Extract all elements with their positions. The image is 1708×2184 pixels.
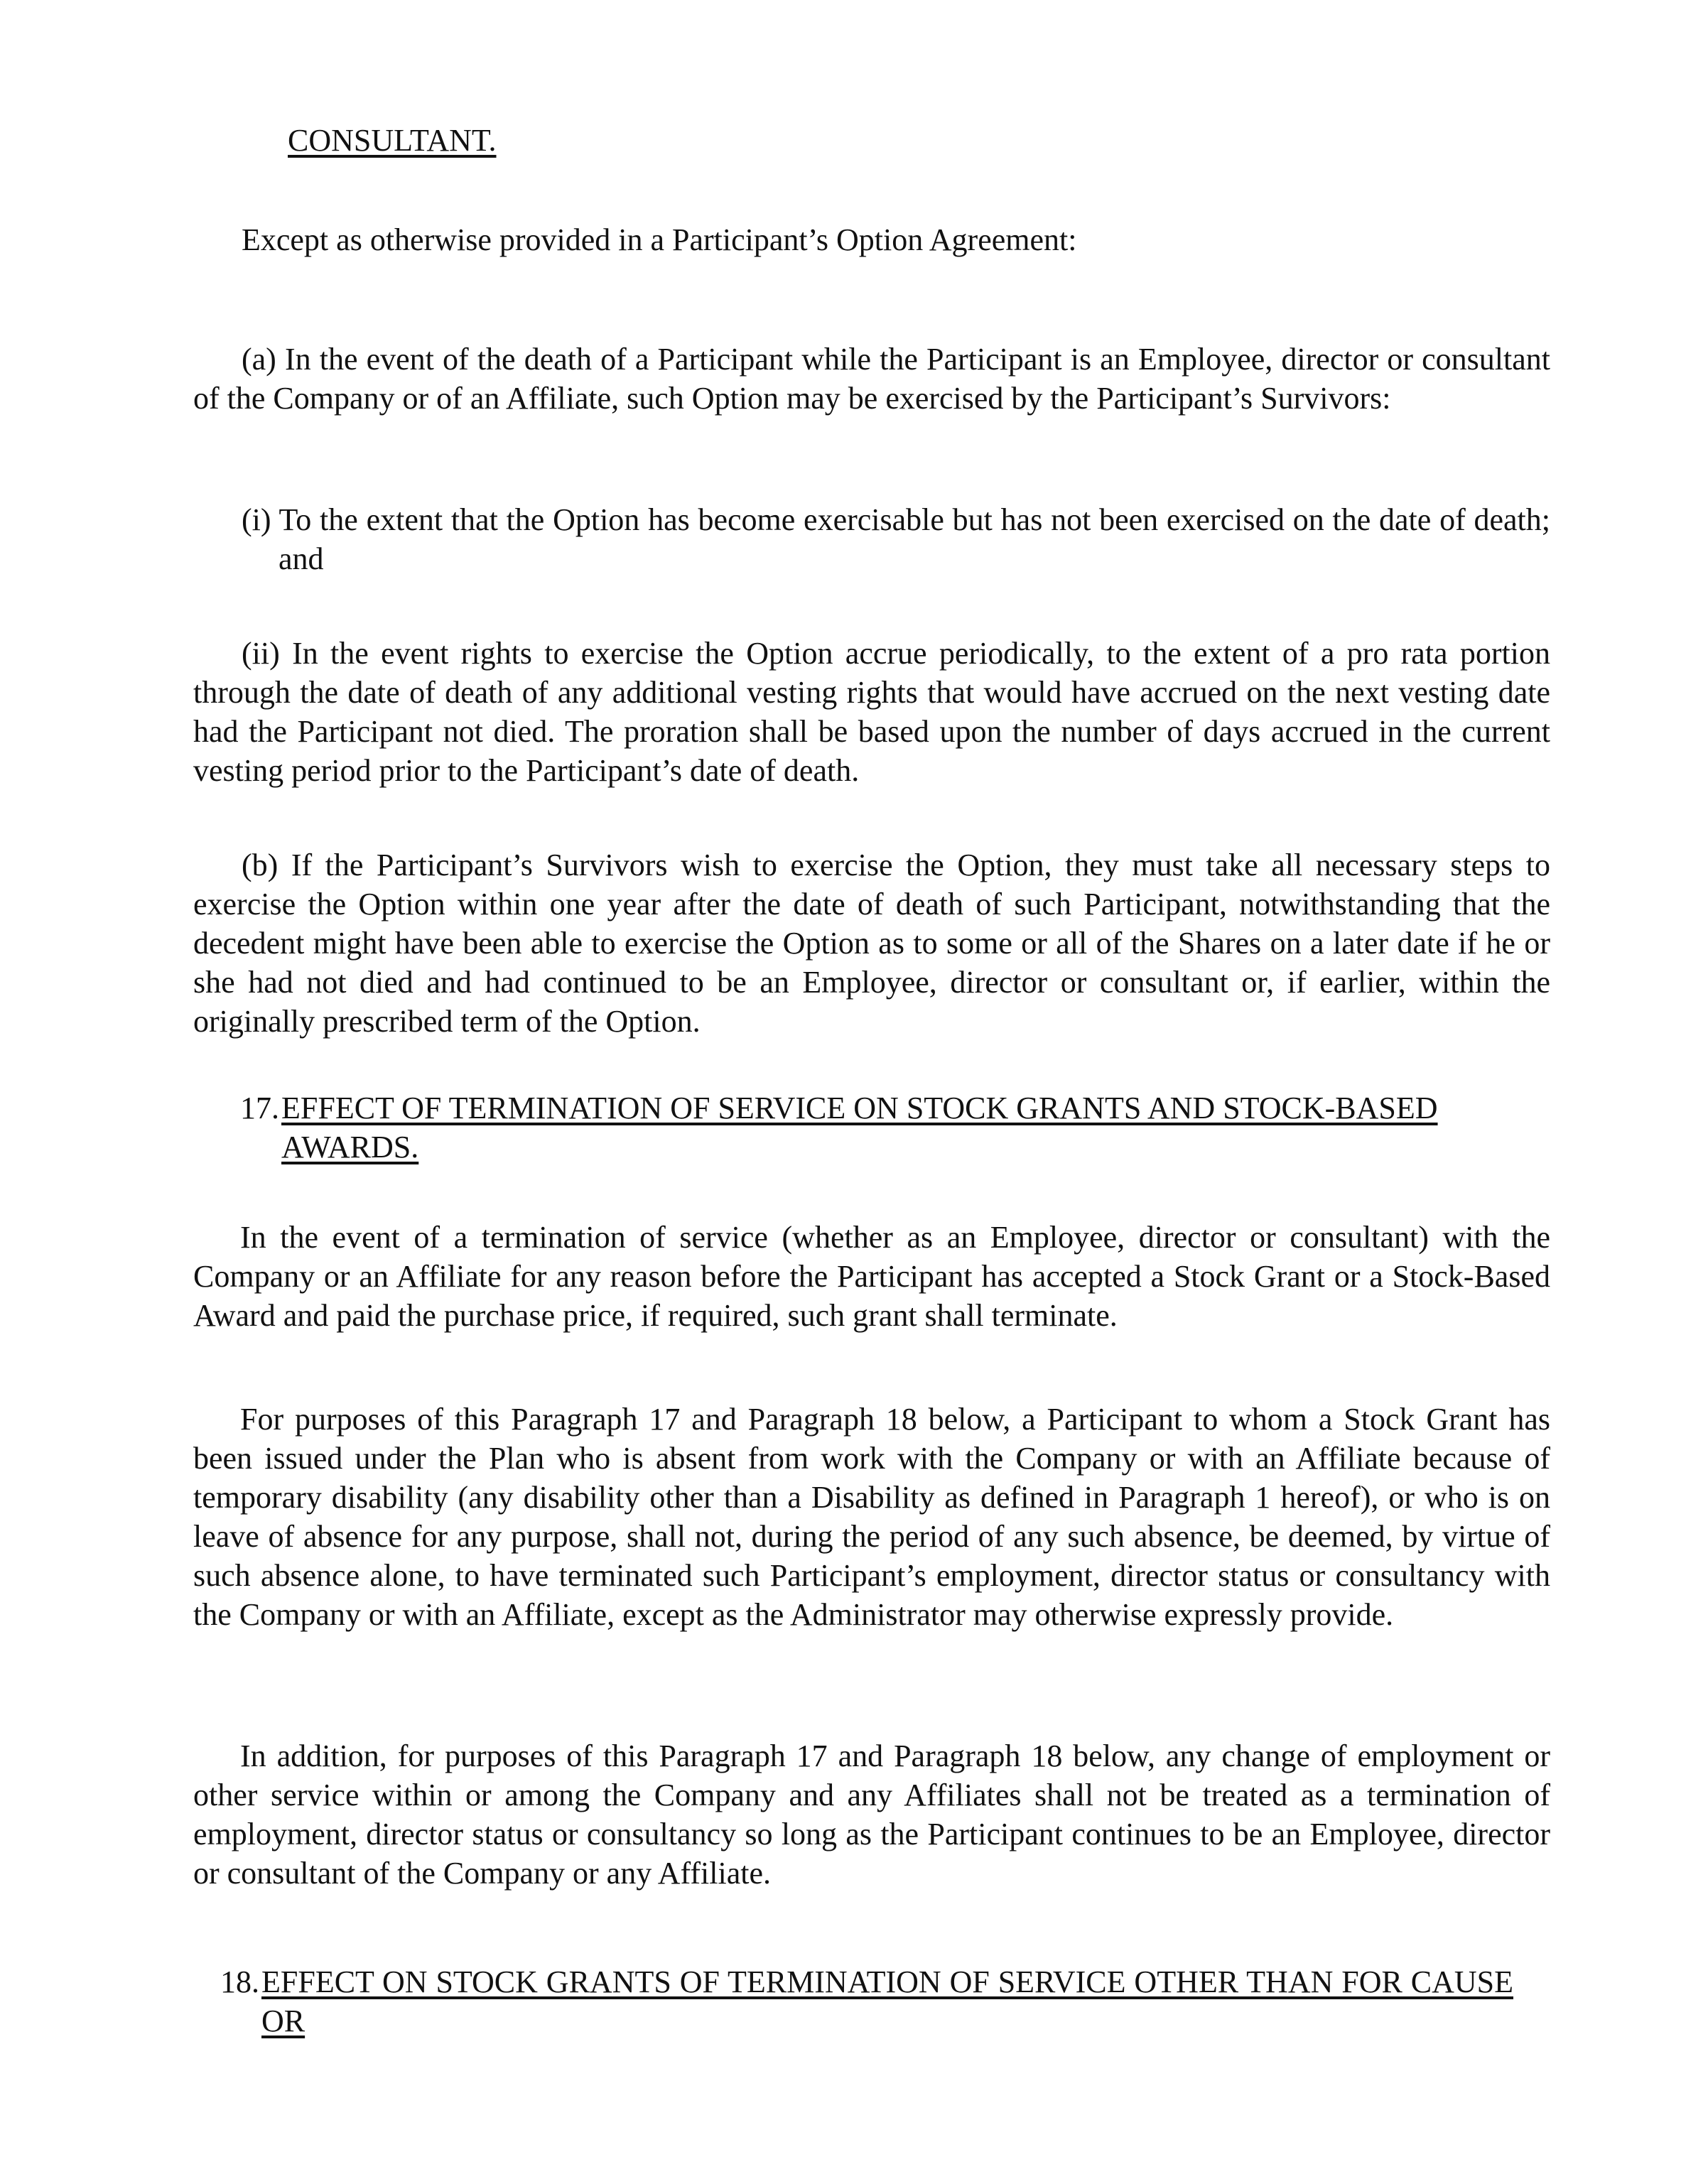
paragraph-17-2: For purposes of this Paragraph 17 and Paragraph 18 below, a Participant to whom a Stock Grant has been issued under the Plan who is absent from work with the Company or with an Affiliate because of temporary disability (any disability other than a Disability as defined in Paragraph 1 hereof), or who is on leave of absence for any purpose, shall not, during the period of any such absence, be deemed, by virtue of such absence alone, to have terminated such Participant’s employment, director status or consultancy with the Company or with an Affiliate, except as the Administrator may otherwise expressly provide. [193,1402,1550,1632]
section-17-title: EFFECT OF TERMINATION OF SERVICE ON STOCK GRANTS AND STOCK-BASED AWARDS. [281,1091,1438,1164]
paragraph-b: (b) If the Participant’s Survivors wish to exercise the Option, they must take all necessary steps to exercise the Option within one year after the date of death of such Participant, notwithstanding that the decedent might have been able to exercise the Option as to some or all of the Shares on a later date if he or she had not died and had continued to be an Employee, director or consultant or, if earlier, within the originally prescribed term of the Option. [193,848,1550,1039]
paragraph-a: (a) In the event of the death of a Participant while the Participant is an Employee, director or consultant of the Company or of an Affiliate, such Option may be exercised by the Participant’s Survivors: [193,342,1550,416]
section-18-number: 18. [220,1964,259,1999]
intro-text: Except as otherwise provided in a Participant’s Option Agreement: [242,222,1077,257]
paragraph-17-1: In the event of a termination of service (whether as an Employee, director or consultant) with the Company or an Affiliate for any reason before the Participant has accepted a Stock Grant or a Stock-Based Award and paid the purchase price, if required, such grant shall terminate. [193,1220,1550,1333]
paragraph-ii: (ii) In the event rights to exercise the Option accrue periodically, to the extent of a pro rata portion through the date of death of any additional vesting rights that would have accrued on the next vesting date had the Participant not died. The proration shall be based upon the number of days accrued in the current vesting period prior to the Participant’s date of death. [193,636,1550,788]
section-18-heading [220,1962,1513,2040]
paragraph-i: (i) To the extent that the Option has become exercisable but has not been exercised on the date of death; and [242,502,1550,576]
section-17-heading [240,1088,1498,1167]
section-18-title: EFFECT ON STOCK GRANTS OF TERMINATION OF SERVICE OTHER THAN FOR CAUSE OR [261,1964,1513,2038]
section-17-number: 17. [240,1091,279,1125]
paragraph-17-3: In addition, for purposes of this Paragraph 17 and Paragraph 18 below, any change of employment or other service within or among the Company and any Affiliates shall not be treated as a termination of employment, director status or consultancy so long as the Participant continues to be an Employee, director or consultant of the Company or any Affiliate. [193,1739,1550,1891]
section-heading-consultant: CONSULTANT. [288,123,497,158]
